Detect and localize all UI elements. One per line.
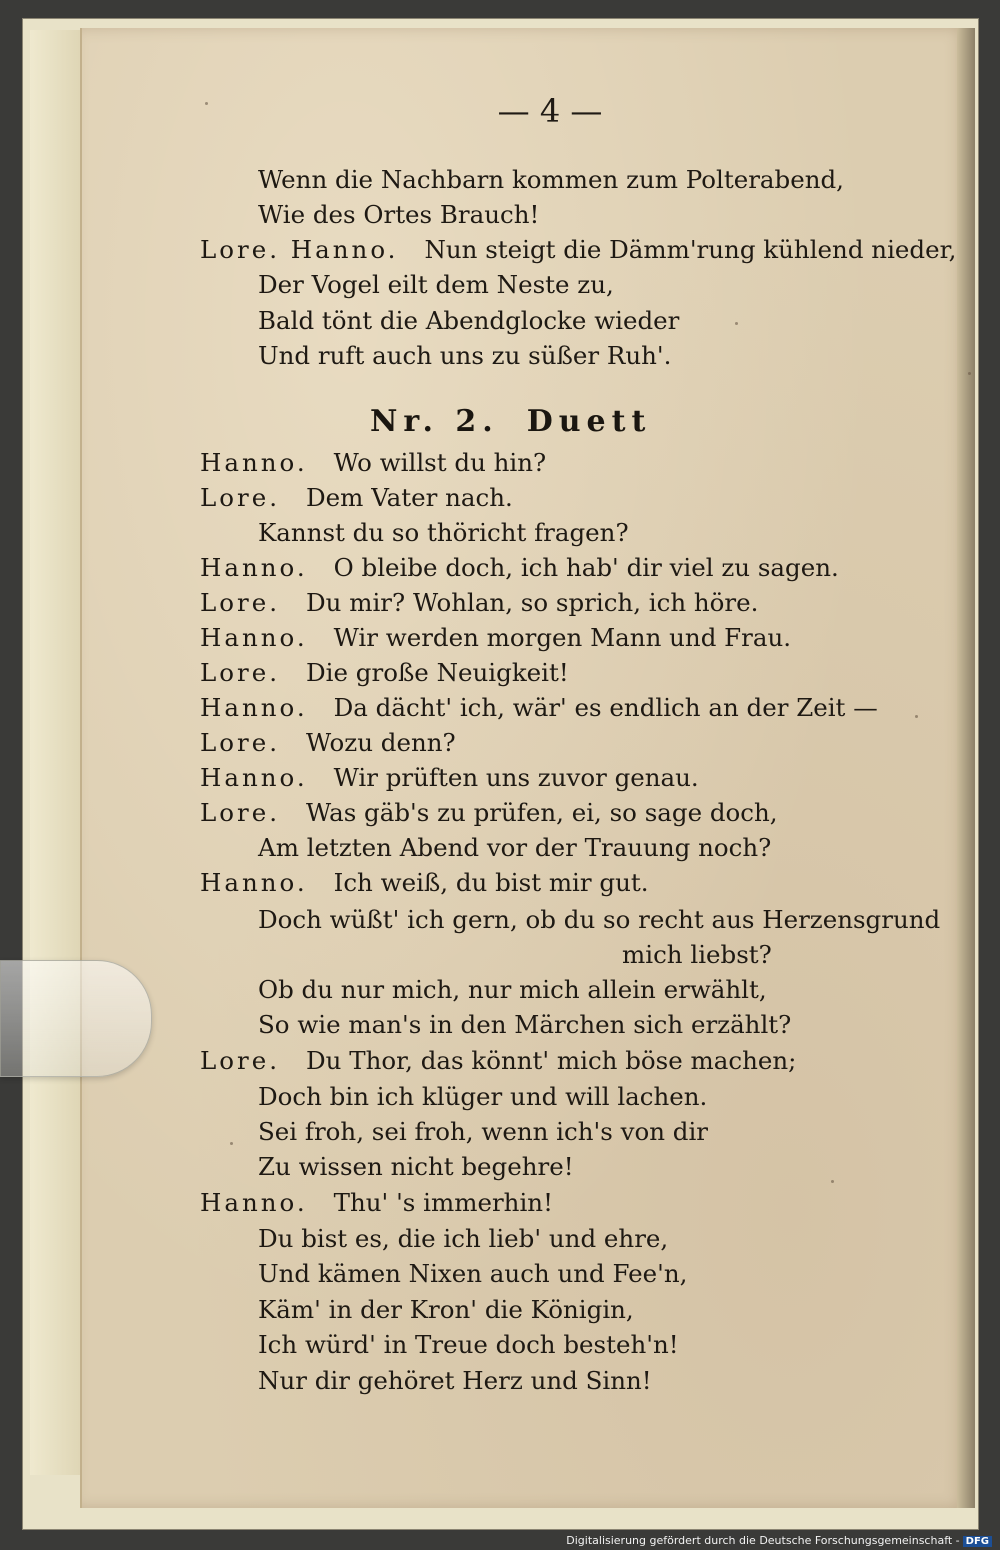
line-text: Was gäb's zu prüfen, ei, so sage doch, bbox=[306, 798, 778, 827]
speaker-label: Hanno. bbox=[200, 763, 308, 792]
line-text: Doch bin ich klüger und will lachen. bbox=[258, 1082, 708, 1111]
line-text: So wie man's in den Märchen sich erzählt? bbox=[258, 1010, 792, 1039]
page-number: — 4 — bbox=[497, 92, 603, 130]
verse-line bbox=[258, 975, 767, 1005]
heading-title: Duett bbox=[526, 404, 652, 439]
verse-line bbox=[200, 693, 878, 723]
line-text: Wozu denn? bbox=[306, 728, 456, 757]
line-text: O bleibe doch, ich hab' dir viel zu sagen. bbox=[333, 553, 839, 582]
section-heading bbox=[370, 404, 651, 439]
line-text: Du mir? Wohlan, so sprich, ich höre. bbox=[306, 588, 759, 617]
verse-line bbox=[258, 1152, 574, 1182]
verse-line bbox=[258, 1082, 707, 1112]
verse-line bbox=[200, 1046, 796, 1076]
speaker-label: Lore. bbox=[200, 728, 281, 757]
verse-line bbox=[200, 623, 791, 653]
verse-line bbox=[200, 798, 778, 828]
verse-line bbox=[200, 483, 513, 513]
line-text: Du Thor, das könnt' mich böse machen; bbox=[306, 1046, 797, 1075]
verse-line bbox=[200, 553, 839, 583]
line-text: Du bist es, die ich lieb' und ehre, bbox=[258, 1224, 669, 1253]
line-text: Thu' 's immerhin! bbox=[333, 1188, 553, 1217]
line-text: Dem Vater nach. bbox=[306, 483, 513, 512]
dfg-logo: DFG bbox=[963, 1536, 992, 1547]
line-text: Da dächt' ich, wär' es endlich an der Zeit — bbox=[333, 693, 878, 722]
line-text: Wir prüften uns zuvor genau. bbox=[333, 763, 699, 792]
speaker-label: Hanno. bbox=[200, 553, 308, 582]
footer-credit bbox=[566, 1534, 992, 1547]
line-text: Doch wüßt' ich gern, ob du so recht aus Herzensgrund bbox=[258, 905, 941, 934]
speaker-label: Lore. bbox=[200, 483, 281, 512]
line-text: Und ruft auch uns zu süßer Ruh'. bbox=[258, 341, 672, 370]
line-text: Am letzten Abend vor der Trauung noch? bbox=[258, 833, 772, 862]
verse-line bbox=[258, 1366, 652, 1396]
line-text: Kannst du so thöricht fragen? bbox=[258, 518, 629, 547]
speaker-label: Lore. bbox=[200, 658, 281, 687]
verse-line bbox=[200, 588, 758, 618]
line-text: Ob du nur mich, nur mich allein erwählt, bbox=[258, 975, 767, 1004]
speaker-label: Lore. bbox=[200, 798, 281, 827]
verse-line bbox=[200, 658, 569, 688]
verse-line bbox=[258, 200, 539, 230]
line-text: Wir werden morgen Mann und Frau. bbox=[333, 623, 792, 652]
line-text: Käm' in der Kron' die Königin, bbox=[258, 1295, 634, 1324]
line-text: Nur dir gehöret Herz und Sinn! bbox=[258, 1366, 652, 1395]
verse-line bbox=[258, 833, 771, 863]
verse-line bbox=[258, 1330, 679, 1360]
verse-line bbox=[200, 235, 956, 265]
verse-line bbox=[258, 1295, 634, 1325]
verse-line bbox=[200, 728, 456, 758]
line-text: Sei froh, sei froh, wenn ich's von dir bbox=[258, 1117, 709, 1146]
speaker-label: Hanno. bbox=[200, 868, 308, 897]
verse-line bbox=[200, 1188, 553, 1218]
speaker-label: Lore. Hanno. bbox=[200, 235, 399, 264]
speaker-label: Hanno. bbox=[200, 448, 308, 477]
speaker-label: Lore. bbox=[200, 1046, 281, 1075]
verse-line bbox=[258, 1117, 708, 1147]
verse-line bbox=[200, 868, 649, 898]
verse-line bbox=[258, 270, 614, 300]
line-text: mich liebst? bbox=[622, 940, 772, 969]
line-text: Bald tönt die Abendglocke wieder bbox=[258, 306, 680, 335]
verse-line bbox=[258, 306, 679, 336]
line-text: Wenn die Nachbarn kommen zum Polterabend, bbox=[258, 165, 844, 194]
verse-line bbox=[258, 1224, 668, 1254]
verse-line bbox=[258, 518, 629, 548]
verse-line bbox=[258, 341, 671, 371]
line-text: Die große Neuigkeit! bbox=[306, 658, 569, 687]
heading-number: Nr. 2. bbox=[370, 404, 499, 439]
verse-line bbox=[258, 1259, 687, 1289]
verse-line bbox=[200, 448, 546, 478]
verse-line bbox=[200, 763, 699, 793]
verse-line bbox=[622, 940, 772, 970]
line-text: Nun steigt die Dämm'rung kühlend nieder, bbox=[424, 235, 957, 264]
speaker-label: Hanno. bbox=[200, 693, 308, 722]
line-text: Zu wissen nicht begehre! bbox=[258, 1152, 574, 1181]
speaker-label: Hanno. bbox=[200, 623, 308, 652]
line-text: Der Vogel eilt dem Neste zu, bbox=[258, 270, 614, 299]
verse-line bbox=[258, 165, 844, 195]
speaker-label: Hanno. bbox=[200, 1188, 308, 1217]
footer-text: Digitalisierung gefördert durch die Deutsche Forschungsgemeinschaft - bbox=[566, 1534, 960, 1547]
line-text: Ich würd' in Treue doch besteh'n! bbox=[258, 1330, 679, 1359]
line-text: Ich weiß, du bist mir gut. bbox=[333, 868, 649, 897]
verse-line bbox=[258, 1010, 791, 1040]
verse-line bbox=[258, 905, 940, 935]
line-text: Wie des Ortes Brauch! bbox=[258, 200, 540, 229]
line-text: Wo willst du hin? bbox=[333, 448, 547, 477]
speaker-label: Lore. bbox=[200, 588, 281, 617]
line-text: Und kämen Nixen auch und Fee'n, bbox=[258, 1259, 688, 1288]
